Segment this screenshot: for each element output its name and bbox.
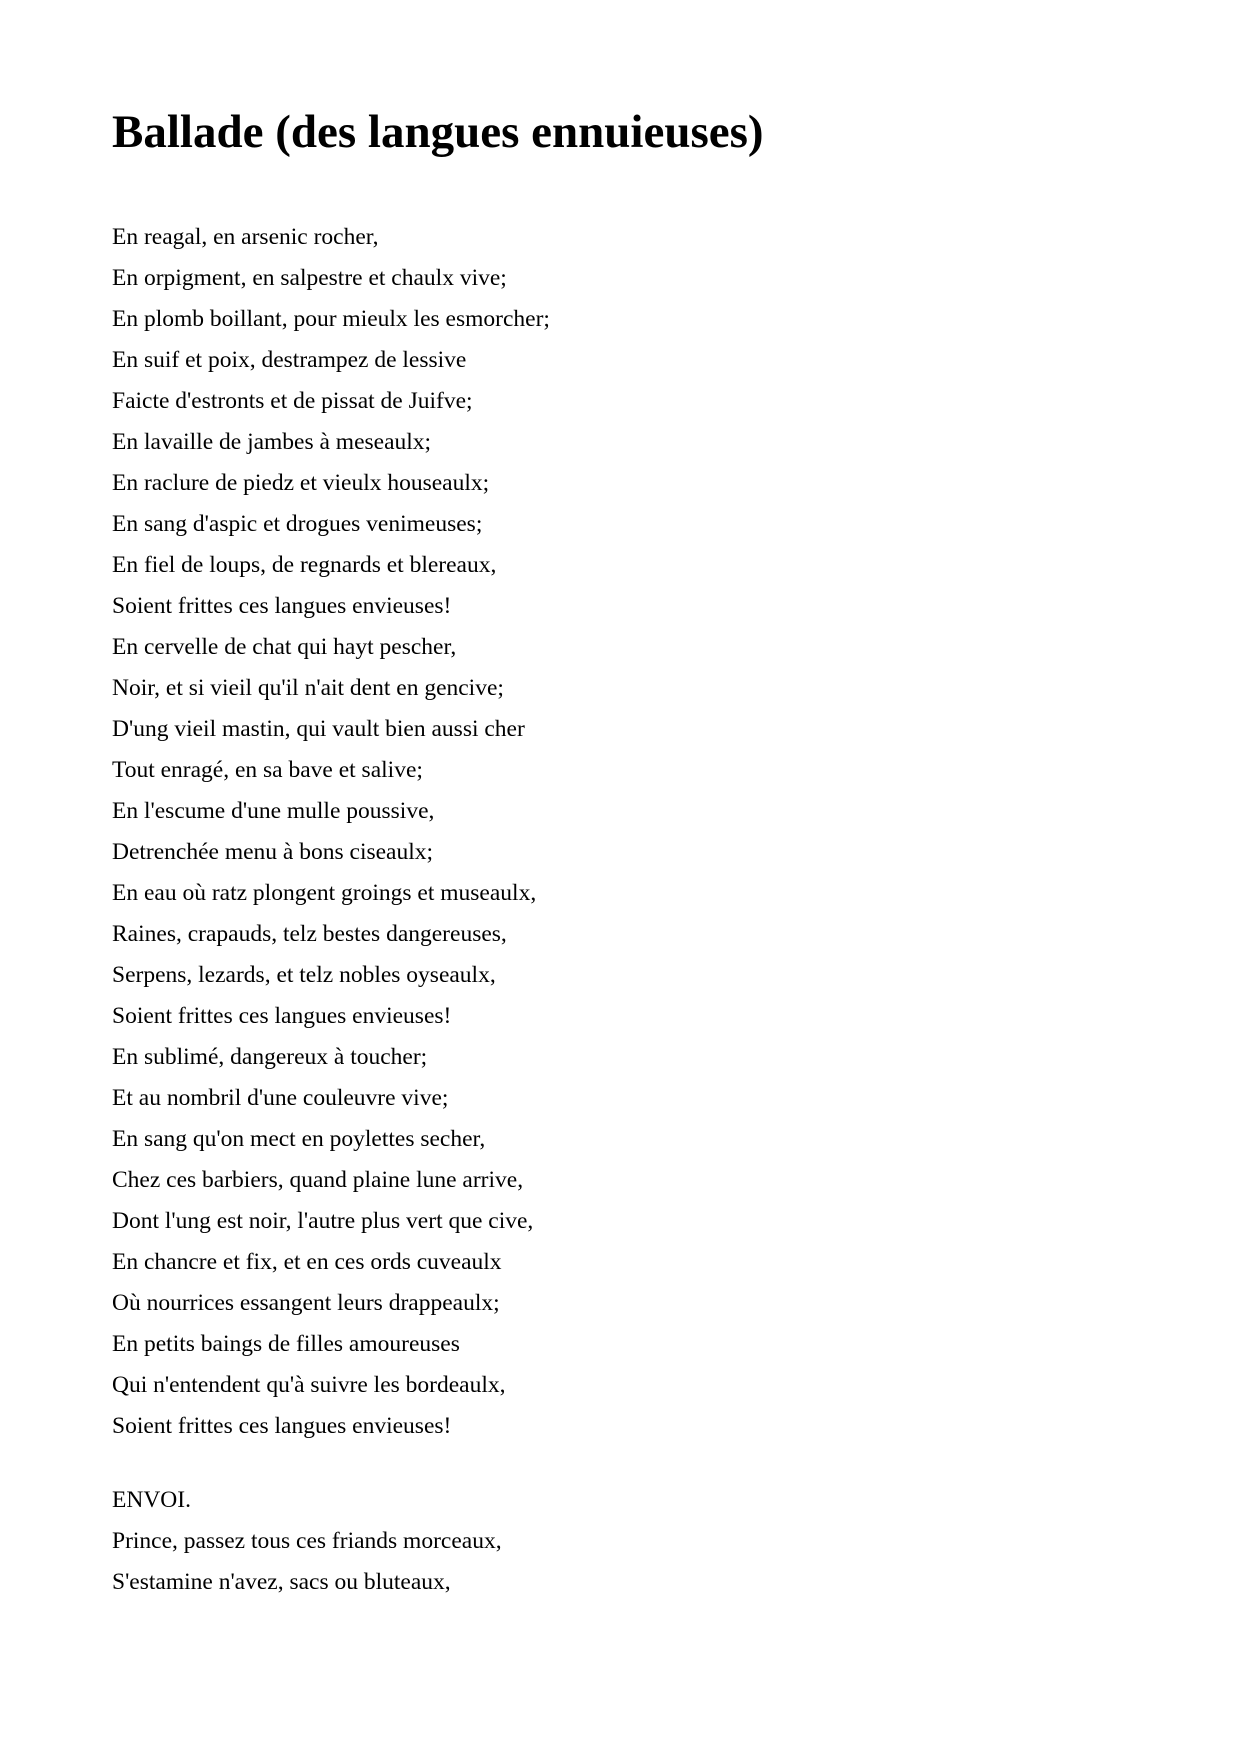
verse-line: En chancre et fix, et en ces ords cuveaulx: [112, 1249, 502, 1275]
page-title: Ballade (des langues ennuieuses): [112, 106, 764, 158]
envoi-heading: ENVOI.: [112, 1487, 191, 1513]
verse-line: En lavaille de jambes à meseaulx;: [112, 429, 432, 455]
refrain-line: Soient frittes ces langues envieuses!: [112, 593, 452, 619]
verse-line: Raines, crapauds, telz bestes dangereuses,: [112, 921, 507, 947]
refrain-line: Soient frittes ces langues envieuses!: [112, 1413, 452, 1439]
verse-line: D'ung vieil mastin, qui vault bien aussi cher: [112, 716, 525, 742]
verse-line: Detrenchée menu à bons ciseaulx;: [112, 839, 434, 865]
poem-body: [112, 217, 550, 1447]
verse-line: Tout enragé, en sa bave et salive;: [112, 757, 423, 783]
verse-line: En petits baings de filles amoureuses: [112, 1331, 460, 1357]
verse-line: Serpens, lezards, et telz nobles oyseaulx,: [112, 962, 496, 988]
verse-line: En orpigment, en salpestre et chaulx vive;: [112, 265, 507, 291]
verse-line: En reagal, en arsenic rocher,: [112, 224, 379, 250]
verse-line: En plomb boillant, pour mieulx les esmorcher;: [112, 306, 550, 332]
verse-line: En sang qu'on mect en poylettes secher,: [112, 1126, 486, 1152]
verse-line: En l'escume d'une mulle poussive,: [112, 798, 435, 824]
verse-line: Faicte d'estronts et de pissat de Juifve;: [112, 388, 473, 414]
verse-line: En raclure de piedz et vieulx houseaulx;: [112, 470, 490, 496]
verse-line: En fiel de loups, de regnards et blereaux,: [112, 552, 497, 578]
refrain-line: Soient frittes ces langues envieuses!: [112, 1003, 452, 1029]
verse-line: En sublimé, dangereux à toucher;: [112, 1044, 428, 1070]
verse-line: Et au nombril d'une couleuvre vive;: [112, 1085, 449, 1111]
envoi-line: S'estamine n'avez, sacs ou bluteaux,: [112, 1569, 451, 1595]
verse-line: En cervelle de chat qui hayt pescher,: [112, 634, 457, 660]
verse-line: Noir, et si vieil qu'il n'ait dent en gencive;: [112, 675, 504, 701]
envoi-section: [112, 1480, 502, 1603]
verse-line: En eau où ratz plongent groings et museaulx,: [112, 880, 537, 906]
verse-line: En sang d'aspic et drogues venimeuses;: [112, 511, 483, 537]
verse-line: Dont l'ung est noir, l'autre plus vert que cive,: [112, 1208, 534, 1234]
verse-line: Où nourrices essangent leurs drappeaulx;: [112, 1290, 500, 1316]
envoi-line: Prince, passez tous ces friands morceaux,: [112, 1528, 502, 1554]
verse-line: En suif et poix, destrampez de lessive: [112, 347, 467, 373]
verse-line: Qui n'entendent qu'à suivre les bordeaulx,: [112, 1372, 506, 1398]
verse-line: Chez ces barbiers, quand plaine lune arrive,: [112, 1167, 524, 1193]
